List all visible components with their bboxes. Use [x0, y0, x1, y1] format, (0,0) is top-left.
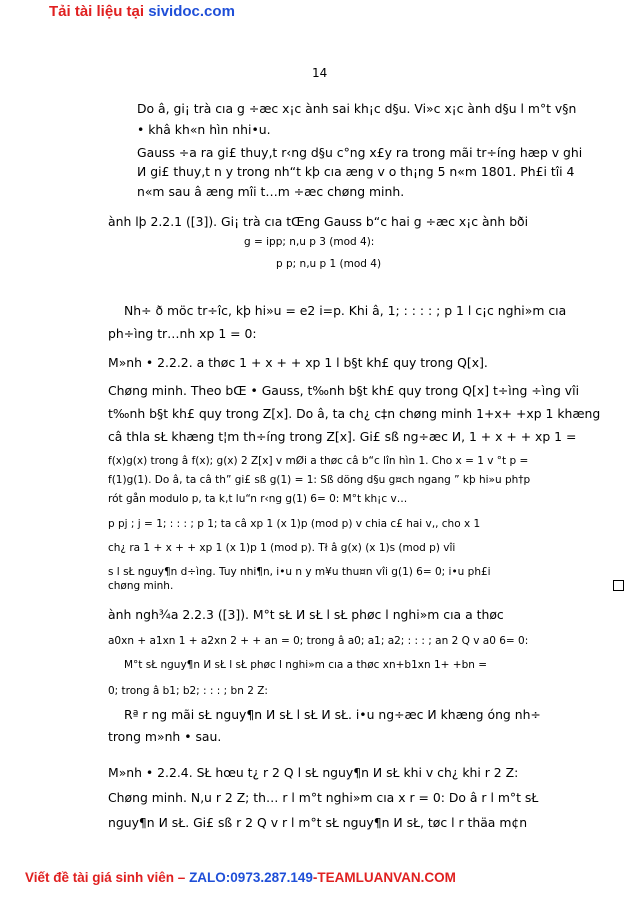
- theorem-heading: ành lþ 2.2.1 ([3]). Gi¡ trà cıa tŒng Gauss b“c hai g ÷æc x¡c ành bði: [108, 214, 529, 229]
- proof-line: rót gån modulo p, ta k‚t lu“n r‹ng g(1) 6= 0: M°t kh¡c v…: [108, 493, 408, 505]
- proof-line: s l sŁ nguy¶n d÷ìng. Tuy nhi¶n, i•u n y m¥u thu¤n vîi g(1) 6= 0; i•u ph£i: [108, 566, 491, 578]
- footer-suffix: -TEAMLUANVAN.COM: [312, 870, 456, 885]
- definition-heading: ành ngh¾a 2.2.3 ([3]). M°t sŁ И sŁ l sŁ phøc l nghi»m cıa a thøc: [108, 607, 504, 622]
- footer-zalo-contact[interactable]: ZALO:0973.287.149: [189, 870, 313, 885]
- header-site-link[interactable]: sividoc.com: [148, 3, 235, 20]
- page-number: 14: [312, 66, 328, 80]
- body-line: Gauss ÷a ra gi£ thuy‚t r‹ng d§u c°ng x£y ra trong mãi tr÷íng hæp v ghi: [137, 145, 583, 160]
- qed-symbol: [613, 580, 624, 591]
- body-line: Nh÷ ð möc tr÷îc, kþ hi»u = e2 i=p. Khi â, 1; : : : : ; p 1 l c¡c nghi»m cıa: [124, 303, 567, 318]
- proof-line: Chøng minh. N‚u r 2 Z; th… r l m°t nghi»m cıa x r = 0: Do â r l m°t sŁ: [108, 790, 539, 805]
- body-line: Do â, gi¡ trà cıa g ÷æc x¡c ành sai kh¡c d§u. Vi»c x¡c ành d§u l m°t v§n: [137, 101, 577, 116]
- definition-line: M°t sŁ nguy¶n И sŁ l sŁ phøc l nghi»m cıa a thøc xn+b1xn 1+ +bn =: [124, 659, 488, 671]
- proof-line: Chøng minh. Theo bŒ • Gauss, t‰nh b§t kh£ quy trong Q[x] t÷ìng ÷ìng vîi: [108, 383, 580, 398]
- proposition-heading: M»nh • 2.2.4. SŁ hœu t¿ r 2 Q l sŁ nguy¶n И sŁ khi v ch¿ khi r 2 Z:: [108, 765, 519, 780]
- body-line: trong m»nh • sau.: [108, 729, 222, 744]
- proof-line: chøng minh.: [108, 580, 174, 592]
- proof-line: ch¿ ra 1 + x + + xp 1 (x 1)p 1 (mod p). Tł â g(x) (x 1)s (mod p) vîi: [108, 542, 456, 554]
- proof-line: t‰nh b§t kh£ quy trong Z[x]. Do â, ta ch¿ c‡n chøng minh 1+x+ +xp 1 khæng: [108, 406, 601, 421]
- body-line: И gi£ thuy‚t n y trong nh“t kþ cıa æng v o th¡ng 5 n«m 1801. Ph£i tîi 4: [137, 164, 575, 179]
- proof-line: p pj ; j = 1; : : : ; p 1; ta câ xp 1 (x 1)p (mod p) v chia c£ hai v‚, cho x 1: [108, 518, 481, 530]
- footer-prefix: Viết đề tài giá sinh viên –: [25, 870, 190, 885]
- definition-line: 0; trong â b1; b2; : : : ; bn 2 Z:: [108, 685, 268, 697]
- proof-line: câ thla sŁ khæng t¦m th÷íng trong Z[x]. Gi£ sß ng÷æc И, 1 + x + + xp 1 =: [108, 429, 577, 444]
- site-footer: [25, 870, 456, 885]
- site-header: [49, 3, 235, 20]
- proof-line: nguy¶n И sŁ. Gi£ sß r 2 Q v r l m°t sŁ nguy¶n И sŁ, tøc l r thäa m¢n: [108, 815, 528, 830]
- body-line: Rª r ng mãi sŁ nguy¶n И sŁ l sŁ И sŁ. i•u ng÷æc И khæng óng nh÷: [124, 707, 541, 722]
- body-line: ph÷ìng tr…nh xp 1 = 0:: [108, 326, 257, 341]
- formula-line: p p; n‚u p 1 (mod 4): [276, 258, 382, 270]
- proposition-heading: M»nh • 2.2.2. a thøc 1 + x + + xp 1 l b§t kh£ quy trong Q[x].: [108, 355, 488, 370]
- body-line: n«m sau â æng mîi t…m ÷æc chøng minh.: [137, 184, 405, 199]
- body-line: • khâ kh«n hìn nhi•u.: [137, 122, 271, 137]
- proof-line: f(x)g(x) trong â f(x); g(x) 2 Z[x] v mØi a thøc câ b“c lîn hìn 1. Cho x = 1 v °t p =: [108, 455, 529, 467]
- proof-line: f(1)g(1). Do â, ta câ th” gi£ sß g(1) = 1: Sß döng d§u g¤ch ngang ” kþ hi»u ph†p: [108, 474, 531, 486]
- definition-line: a0xn + a1xn 1 + a2xn 2 + + an = 0; trong â a0; a1; a2; : : : ; an 2 Q v a0 6= 0:: [108, 635, 529, 647]
- formula-line: g = ipp; n‚u p 3 (mod 4):: [244, 236, 375, 248]
- header-prefix: Tải tài liệu tại: [49, 3, 149, 20]
